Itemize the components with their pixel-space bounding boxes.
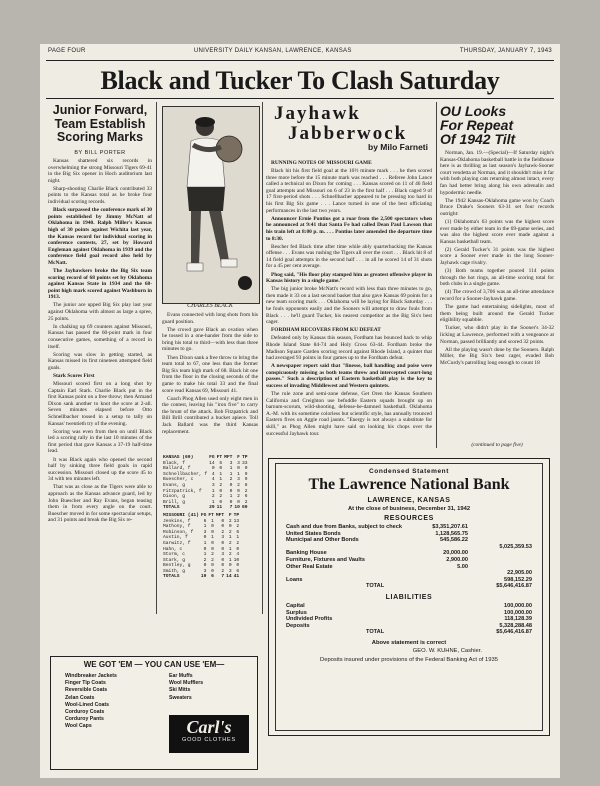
- ledger-subtotal: [468, 564, 532, 571]
- ledger-row: [286, 557, 532, 564]
- stat-cell: 3: [211, 482, 215, 488]
- column-masthead: [266, 104, 432, 156]
- paragraph: Scoring was slow in getting started, as Kansas missed its first nineteen attempted field goals.: [48, 351, 152, 371]
- player-name: Storm, c: [163, 552, 186, 558]
- stat-cell: 11: [216, 505, 223, 511]
- stat-cell: 3: [228, 568, 232, 574]
- stat-cell: 0: [211, 540, 214, 546]
- ledger-label: TOTAL: [366, 583, 385, 590]
- paragraph: It was Black again who opened the second half by sinking three field goals in rapid succession. Missouri closed up the score 45 to 34 with ten minutes left.: [48, 456, 152, 483]
- ledger-label: Surplus: [286, 609, 307, 616]
- player-name: Evans, g: [163, 482, 186, 488]
- stat-cell: F: [228, 512, 232, 518]
- bank-name: The Lawrence National Bank: [308, 476, 510, 493]
- ledger-subtotal: [468, 524, 532, 531]
- ad-item: Sweaters: [169, 694, 192, 701]
- stat-cell: 9: [244, 471, 248, 477]
- ledger-label: Capital: [286, 602, 305, 609]
- stat-cell: 10: [234, 505, 240, 511]
- player-name: Austin, f: [163, 535, 188, 541]
- paper-name: UNIVERSITY DAILY KANSAN, LAWRENCE, KANSAS: [193, 48, 352, 54]
- stat-cell: 0: [236, 546, 240, 552]
- stat-cell: 3: [237, 460, 240, 466]
- stat-cell: 3: [203, 529, 207, 535]
- stat-cell: 2: [244, 499, 248, 505]
- stat-cell: 0: [237, 488, 240, 494]
- headline-line: OU Looks: [440, 103, 507, 119]
- ledger-label: Furniture, Fixtures and Vaults: [286, 556, 365, 563]
- player-name: Schnellbacher, f: [163, 471, 208, 477]
- stat-cell: 2: [237, 482, 240, 488]
- ledger-row: [286, 616, 532, 623]
- stat-cell: 2: [211, 552, 214, 558]
- bank-heading: Condensed Statement: [368, 468, 450, 475]
- column-byline: by Milo Farneti: [368, 142, 428, 152]
- bank-asof: At the close of business, December 31, 1942: [347, 506, 471, 512]
- stat-cell: MFT: [224, 455, 233, 460]
- ledger-subtotal: 598,152.29: [504, 576, 532, 583]
- paragraph: The Jayhawkers broke the Big Six team scoring record of 68 points set by Oklahoma against Kansas State in 1934 and the 68-point high mark scored against Washburn in 1913.: [48, 268, 152, 301]
- stat-cell: 4: [211, 471, 215, 477]
- ledger-amount: 1,128,565.75: [435, 530, 468, 537]
- stat-cell: MFT: [215, 512, 225, 518]
- left-story-body: [48, 158, 152, 614]
- stat-cell: 0: [219, 488, 223, 494]
- headline-line: For Repeat: [440, 117, 514, 133]
- ledger-row: [286, 550, 532, 557]
- column-body: [266, 160, 432, 450]
- stat-cell: 1: [229, 466, 233, 472]
- stat-cell: 1: [219, 477, 223, 483]
- headline-line: Junior Forward,: [52, 103, 148, 117]
- player-photo: [162, 106, 260, 304]
- left-story-headline: [48, 104, 152, 145]
- stat-cell: 2: [211, 557, 214, 563]
- stat-cell: 7: [221, 574, 225, 580]
- ad-logo-sub: GOOD CLOTHES: [182, 737, 236, 743]
- stat-cell: 1: [228, 535, 232, 541]
- stat-cell: 0: [219, 466, 223, 472]
- ledger-amount: [408, 603, 468, 610]
- headline-line: Of 1942 Tilt: [440, 131, 516, 147]
- headline-line: Team Establish: [54, 116, 146, 131]
- ad-item: Ski Mitts: [169, 687, 191, 694]
- stat-cell: 0: [229, 499, 233, 505]
- stat-cell: 4: [236, 552, 240, 558]
- stat-cell: 2: [236, 540, 240, 546]
- stat-cell: 2: [228, 540, 232, 546]
- stat-cell: 3: [237, 477, 240, 483]
- stat-cell: 0: [211, 563, 214, 569]
- stat-cell: 0: [221, 518, 225, 524]
- headline-line: Scoring Marks: [56, 130, 144, 144]
- stat-cell: 6: [236, 529, 240, 535]
- stat-cell: 33: [241, 460, 248, 466]
- stat-cell: 1: [203, 540, 207, 546]
- player-name: Garwitz, f: [163, 540, 191, 546]
- ledger-amount: $3,351,207.61: [432, 524, 468, 530]
- stat-cell: 6: [236, 568, 240, 574]
- ledger-row: [286, 629, 532, 636]
- stat-cell: 2: [236, 524, 240, 530]
- stat-cell: 1: [211, 499, 215, 505]
- stat-cell: 1: [229, 494, 233, 500]
- paragraph: In chalking up 69 counters against Missouri, Kansas has passed the 60-point mark in four consecutive games, something of a record in itself.: [48, 323, 152, 350]
- bank-signer: GEO. W. KUHNE, Cashier.: [412, 647, 482, 654]
- stat-cell: 0: [244, 466, 248, 472]
- paragraph: That was as close as the Tigers were able to approach as the Kansas advance guard, led by John Buescher and Ray Evans, began teasing them in from every angle on the court. Buescher moved in for some spectacular setups, and 31 points and break the Big Six re-: [48, 484, 152, 524]
- ledger-label: Banking House: [286, 550, 327, 557]
- player-name: Mathony, f: [163, 524, 191, 530]
- stat-cell: 0: [221, 557, 225, 563]
- stat-cell: 6: [211, 574, 214, 580]
- stat-cell: 2: [219, 494, 223, 500]
- bank-statement-ad: [268, 458, 550, 736]
- stat-cell: 2: [228, 529, 232, 535]
- ledger-label: [286, 570, 408, 577]
- paragraph: Stark Scores First: [53, 372, 95, 379]
- ledger-amount: 545,586.22: [440, 537, 468, 544]
- paragraph: (4) The crowd of 3,706 was an all-time attendance record for a Sooner-Jayhawk game.: [440, 289, 554, 302]
- stat-cell: 0: [211, 524, 214, 530]
- stat-cell: 14: [226, 574, 232, 580]
- ad-list-left: [65, 673, 117, 731]
- player-name: Ballard, f: [163, 466, 191, 472]
- stat-cell: TP: [233, 512, 240, 518]
- ledger-label: Deposits: [286, 622, 310, 629]
- ledger-amount: [408, 583, 468, 590]
- stat-cell: 2: [221, 529, 225, 535]
- ledger-label: [286, 544, 408, 551]
- ad-item: Wool Mufflers: [169, 680, 204, 687]
- top-rule: [46, 60, 554, 61]
- clothing-ad: [50, 656, 258, 770]
- ledger-row: [286, 577, 532, 584]
- liabilities-table: [286, 603, 532, 636]
- ledger-label: Loans: [286, 576, 303, 583]
- ledger-label: Cash and due from Banks, subject to check: [286, 524, 402, 530]
- ledger-label: TOTAL: [366, 629, 385, 636]
- ledger-amount: 2,900.00: [446, 556, 468, 563]
- paragraph: (2) Gerald Tucker's 31 points was the highest score a Sooner ever made in the long Sooner-Jayhawk cage rivalry.: [440, 246, 554, 266]
- ledger-row: [286, 570, 532, 577]
- ledger-row: [286, 544, 532, 551]
- stat-cell: 3: [221, 535, 225, 541]
- issue-date: THURSDAY, JANUARY 7, 1943: [459, 48, 552, 54]
- ledger-label: Municipal and Other Bonds: [286, 537, 359, 544]
- stat-cell: 0: [203, 535, 207, 541]
- stat-cell: 0: [211, 529, 214, 535]
- stat-cell: 13: [233, 518, 240, 524]
- paragraph: Kansas shattered six records in overwhelming the strong Missouri Tigers 69-41 in the Big Six opener in Hoch auditorium last night.: [48, 158, 152, 184]
- ledger-amount: [408, 616, 468, 623]
- paragraph: Missouri scored first on a long shot by Captain Earl Stark. Charlie Black put in the first Kansas point on a free throw; then Armand Dixon sank another to knot the score at 2-all. Seven minutes elapsed before Otto Schnellbacher tossed in a setup to tally on Kansas' twentieth try of the evening.: [48, 381, 152, 427]
- ledger-row: [286, 524, 532, 531]
- paragraph: The junior ace upped Big Six play last year against Oklahoma with almost as large a spree, 25 points.: [48, 302, 152, 322]
- paragraph: Norman, Jan. 19.—(Special)—If Saturday night's Kansas-Oklahoma basketball battle in the fieldhouse here is as thrilling as last season's Jayhawk-Sooner court vendetta at Norman, and it shouldn't miss it far with both playing cats returning almost intact, every fan had better bring along his own adrenalin and hypodermic needle.: [440, 150, 554, 196]
- stat-cell: FT: [208, 512, 214, 518]
- stat-cell: 2: [219, 482, 223, 488]
- stat-cell: TP: [241, 455, 248, 460]
- ad-item: Corduroy Pants: [65, 716, 104, 723]
- ledger-subtotal: 100,000.00: [504, 609, 532, 616]
- ledger-amount: [408, 629, 468, 636]
- paragraph: Defeated only by Kansas this season, Fordham has bounced back to whip Rhode Island State 84-74 and Holy Cross 63-44. Fordham broke the Madison Square Garden scoring record against Rhode Island, a quintet that had averaged 93 points in four games up to the Fordham defeat.: [266, 335, 432, 362]
- stat-cell: 2: [237, 494, 240, 500]
- running-head: [48, 48, 552, 58]
- stat-cell: 0: [229, 482, 233, 488]
- liabilities-title: LIABILITIES: [385, 593, 433, 601]
- ledger-label: Other Real Estate: [286, 563, 333, 570]
- stat-cell: 1: [203, 524, 207, 530]
- box-score-row: [162, 574, 240, 580]
- bank-inner-frame: [275, 463, 543, 731]
- ad-item: Zelan Coats: [65, 694, 95, 701]
- stat-cell: FG: [200, 512, 207, 518]
- player-name: Dixon, g: [163, 494, 186, 500]
- ledger-subtotal: 22,905.00: [507, 570, 532, 577]
- stat-cell: 1: [211, 488, 215, 494]
- page-number: PAGE FOUR: [48, 48, 86, 54]
- stat-cell: 5: [219, 460, 223, 466]
- paragraph: Sharp-shooting Charlie Black contributed 33 points to the Kansas total as he broke four individual scoring records.: [48, 185, 152, 206]
- stat-cell: 0: [229, 488, 233, 494]
- stat-cell: 0: [228, 563, 232, 569]
- player-name: MISSOURI (41): [163, 512, 199, 518]
- paragraph: Tucker, who didn't play in the Sooner's 34-32 licking at Lawrence, performed with a vengeance at Norman, passed brilliantly and scored 32 points.: [440, 325, 554, 345]
- player-name: Bentley, g: [163, 563, 191, 569]
- stat-cell: 0: [203, 546, 207, 552]
- player-name: Smith, g: [163, 568, 186, 574]
- ad-item: Reversible Coats: [65, 687, 108, 694]
- stat-cell: 0: [221, 540, 225, 546]
- stat-cell: 1: [228, 546, 232, 552]
- paragraph: The rule zone and semi-zone defense, Get Oren the Kansas Southern California and Creighton use befuddle Eastern squads brought up on barnum-scorum, wild-shooting, defense-be-damned basketball. Oklahoma A.-M. with its sometime colorless but scientific style, has annually trounced Eastern fives on Aggie road jaunts. "Energy is not always a substitute for skill," as Phog Allen might have said on looking his chops over the successful Jayhawk tour.: [266, 391, 432, 437]
- stat-cell: 9: [244, 477, 248, 483]
- ledger-subtotal: [468, 557, 532, 564]
- stat-cell: 2: [229, 477, 233, 483]
- player-name: Brill, g: [163, 499, 186, 505]
- paragraph: Bescher fed Black time after time while ably quarterbacking the Kansas offense . . . Evans was rushing the Tigers all over the court . . . Black hit 8 of 14 field goal attempts in the second half . . . in all he scored 14 of 31 shots for a 45 per cent average.: [266, 243, 432, 270]
- stat-cell: 0: [211, 568, 214, 574]
- stat-cell: 10: [233, 557, 240, 563]
- stat-cell: 2: [228, 518, 232, 524]
- player-name: Hahn, c: [163, 546, 183, 552]
- stat-cell: 0: [219, 499, 223, 505]
- stat-cell: 0: [237, 499, 240, 505]
- player-name: KANSAS (69): [163, 455, 194, 460]
- paragraph: (3) Both teams together poured 114 points through the hot rings, an all-time scoring total for both clubs in a single game.: [440, 268, 554, 288]
- banner-headline: Black and Tucker To Clash Saturday: [100, 66, 500, 95]
- ledger-row: [286, 564, 532, 571]
- stat-cell: 6: [244, 494, 248, 500]
- ad-list-right: [169, 673, 203, 702]
- column-title-2: Jabberwock: [288, 123, 408, 144]
- stat-cell: 3: [221, 552, 225, 558]
- column-rule: [436, 102, 437, 448]
- paragraph: Phog said, "His floor play stamped him as greatest offensive player in Kansas history in a single game.": [266, 271, 432, 285]
- paragraph: Evans connected with long shots from his guard position.: [162, 312, 258, 325]
- paragraph: All the playing wasn't done by the Sooners. Ralph Miller, the Big Six's best cager, evaded Bob McCurdy's patrolling long enough to count 18: [440, 346, 554, 366]
- stat-cell: 1: [203, 552, 207, 558]
- stat-cell: 1: [228, 557, 232, 563]
- paragraph: Black hit his first field goal at the 10½ minute mark . . . he then scored three more before the 15 minute mark was reached . . . Referee John Lance called a technical on Dixon for coming . . . Kansas scored on 11 of 46 field goal attempts and Missouri on 6 of 23 in the first half . . . Black caged 9 of 17 first-period shots . . . Schnellbacher appeared to be pressing too hard in his first Big Six game . . . Lance turned in one of the best officiating performances in the last two years.: [266, 168, 432, 214]
- ledger-subtotal: 100,000.00: [504, 602, 532, 609]
- ad-headline: WE GOT 'EM — YOU CAN USE 'EM—: [83, 660, 225, 669]
- ledger-subtotal: 118,128.39: [504, 616, 532, 623]
- ad-item: Corduroy Coats: [65, 709, 105, 716]
- stat-cell: 1: [219, 471, 223, 477]
- kansas-box-score: [162, 455, 248, 511]
- left-story-byline: BY BILL PORTER: [74, 150, 126, 156]
- player-name: Buescher, c: [163, 477, 194, 483]
- stat-cell: 0: [211, 466, 215, 472]
- bank-attest: Above statement is correct: [371, 639, 447, 646]
- stat-cell: 7: [229, 505, 233, 511]
- ledger-amount: 20,000.00: [443, 550, 468, 557]
- stat-cell: 2: [228, 552, 232, 558]
- stat-cell: 19: [200, 574, 207, 580]
- ledger-amount: [408, 610, 468, 617]
- ledger-row: [286, 537, 532, 544]
- stat-cell: 1: [229, 471, 233, 477]
- stat-cell: 69: [241, 505, 248, 511]
- ledger-row: [286, 623, 532, 630]
- paragraph: RUNNING NOTES OF MISSOURI GAME: [271, 160, 372, 166]
- paragraph: The big junior broke McNatt's record with less than three minutes to go, then made it 33 on a last second basket that also gave Kansas 69 points for a new team scoring mark . . . Oklahoma will be laying for Black Saturday . . . he fouls opponents easily and the Sooners will attempt to draw fouls from Black . . . he'll guard Tucker, his nearest competitor as the Big Six's best cager.: [266, 286, 432, 326]
- column-rule: [156, 102, 157, 614]
- paragraph: Then Dixon sank a free throw to bring the team total to 67, one less than the former Big Six team high mark of 68. Black hit one from the floor in the closing seconds of the game to make his total 33 and the final score read Kansas 69, Missouri 41.: [162, 354, 258, 394]
- ledger-amount: [408, 577, 468, 584]
- ad-logo: [169, 715, 249, 753]
- paragraph: Black surpassed the conference mark of 30 points established by Jimmy McNatt of Oklahoma in 1940. Ralph Miller's Kansas high of 30 points against Wichita last year, the Kansas record for individual scoring in conference contests, 27, set by Howard Engleman against Oklahoma in 1939 and the conference field goal record also held by McNatt.: [48, 207, 152, 266]
- stat-cell: FG: [209, 455, 215, 460]
- box-score-row: [162, 505, 248, 511]
- stat-cell: 2: [211, 494, 215, 500]
- right-story-body: [440, 150, 554, 442]
- photo-column-body: [162, 312, 258, 454]
- paragraph: Scoring was even from then on until Black led a scoring rally in the last 10 minutes of the first period that gave Kansas a 37-19 half-time lead.: [48, 428, 152, 455]
- paragraph: The 1942 Kansas-Oklahoma game won by Coach Bruce Drake's Sooners 63-31 set four records outright:: [440, 197, 554, 217]
- ledger-amount: 5.00: [457, 563, 468, 570]
- ledger-label: Undivided Profits: [286, 616, 333, 623]
- continued-note: (continued to page five): [471, 442, 523, 448]
- player-name: Jenkins, f: [163, 518, 191, 524]
- box-score: [162, 455, 258, 615]
- stat-cell: 0: [221, 524, 225, 530]
- newspaper-page: [40, 44, 560, 778]
- player-name: Robinson, f: [163, 529, 194, 535]
- right-story-headline: [440, 104, 556, 146]
- bank-city: LAWRENCE, KANSAS: [367, 497, 451, 504]
- stat-cell: 41: [233, 574, 240, 580]
- stat-cell: 8: [244, 482, 248, 488]
- paragraph: The crowd gave Black an ovation when he tossed in a one-hander from the side to bring his total to third—with less than three minutes to go.: [162, 326, 258, 353]
- ledger-amount: [408, 544, 468, 551]
- player-name: Stark, g: [163, 557, 186, 563]
- bank-insured-note: Deposits insured under provisions of the Federal Banking Act of 1935: [320, 656, 498, 663]
- ledger-label: United States Bonds: [286, 530, 341, 537]
- stat-cell: 3: [229, 460, 233, 466]
- ledger-row: [286, 531, 532, 538]
- paragraph: FORDHAM RECOVERS FROM KU DEFEAT: [271, 327, 381, 334]
- column-title-1: Jayhawk: [274, 103, 361, 124]
- stat-cell: 6: [203, 518, 207, 524]
- paragraph: The game had entertaining sidelights, most of them being built around the Gerald Tucker eligibility squabble.: [440, 304, 554, 324]
- ledger-amount: [408, 623, 468, 630]
- player-name: TOTALS: [163, 505, 180, 511]
- stat-cell: 0: [221, 563, 225, 569]
- ledger-row: [286, 603, 532, 610]
- ad-item: Ear Muffs: [169, 673, 193, 679]
- stat-cell: 2: [203, 557, 207, 563]
- player-figure-image: [163, 107, 259, 303]
- ledger-subtotal: [468, 550, 532, 557]
- stat-cell: 2: [244, 488, 248, 494]
- stat-cell: 1: [237, 471, 240, 477]
- ad-item: Wool-Lined Coats: [65, 701, 109, 708]
- resources-title: RESOURCES: [384, 515, 434, 522]
- player-name: TOTALS: [163, 574, 180, 580]
- stat-cell: 4: [211, 477, 215, 483]
- stat-cell: 1: [211, 518, 214, 524]
- ledger-subtotal: [468, 537, 532, 544]
- paragraph: (1) Oklahoma's 63 points was the highest score ever made by either team in the 69-game series, and was also the highest score ever made against a Kansas basketball team.: [440, 218, 554, 245]
- ad-item: Finger Tip Coats: [65, 680, 106, 687]
- column-rule: [262, 102, 263, 614]
- paragraph: Coach Phog Allen used only eight men in the contest, leaving his "iron five" to carry the brunt of the attack. Bob Fitzpatrick and Bill Brill contributed a bucket apiece. Toll Jack Ballard was the third Kansas replacement.: [162, 395, 258, 435]
- ad-item: Windbreaker Jackets: [65, 673, 117, 679]
- stat-cell: F: [237, 455, 240, 460]
- stat-cell: FT: [216, 455, 223, 460]
- stat-cell: 2: [221, 568, 225, 574]
- stat-cell: 3: [203, 568, 207, 574]
- stat-cell: 29: [209, 505, 215, 511]
- ledger-subtotal: 5,025,359.53: [499, 543, 532, 550]
- ad-item: Wool Caps: [65, 723, 92, 730]
- ledger-row: [286, 610, 532, 617]
- ledger-row: [286, 583, 532, 590]
- stat-cell: 0: [203, 563, 207, 569]
- stat-cell: 1: [211, 535, 214, 541]
- paragraph: Announcer Ernie Pontius got a roar from the 2,500 spectators when he announced at 9:41 that Santa Fe had called Dean Paul Lawson that his train left at 8:00 p. m. . . . Pontius later amended the departure time to 8:30.: [266, 215, 432, 242]
- stat-cell: 14: [209, 460, 215, 466]
- stat-cell: 0: [221, 546, 225, 552]
- ledger-subtotal: $5,646,416.87: [496, 583, 532, 590]
- box-score-row: [162, 513, 240, 519]
- ledger-subtotal: [468, 531, 532, 538]
- stat-cell: 0: [228, 524, 232, 530]
- player-name: Black, f: [163, 460, 186, 466]
- stat-cell: 0: [211, 546, 214, 552]
- ledger-subtotal: $5,646,416.87: [496, 629, 532, 636]
- paragraph: A newspaper report said that "finesse, ball handling and poise were conspicuously missing as both teams threw and intercepted court-long passes." Such a description of Eastern basketball play is the key to success of invading Middlewest and Western quintets.: [266, 363, 432, 389]
- banner-rule: [46, 98, 554, 99]
- stat-cell: 0: [236, 563, 240, 569]
- player-name: Fitzpatrick, f: [163, 488, 202, 494]
- photo-caption: CHARLES BLACK: [187, 303, 233, 309]
- missouri-box-score: [162, 513, 240, 580]
- ad-logo-name: Carl's: [186, 717, 232, 737]
- ledger-subtotal: 5,328,288.48: [499, 622, 532, 629]
- stat-cell: 0: [237, 466, 240, 472]
- resources-table: [286, 524, 532, 590]
- ledger-amount: [408, 570, 468, 577]
- stat-cell: 1: [236, 535, 240, 541]
